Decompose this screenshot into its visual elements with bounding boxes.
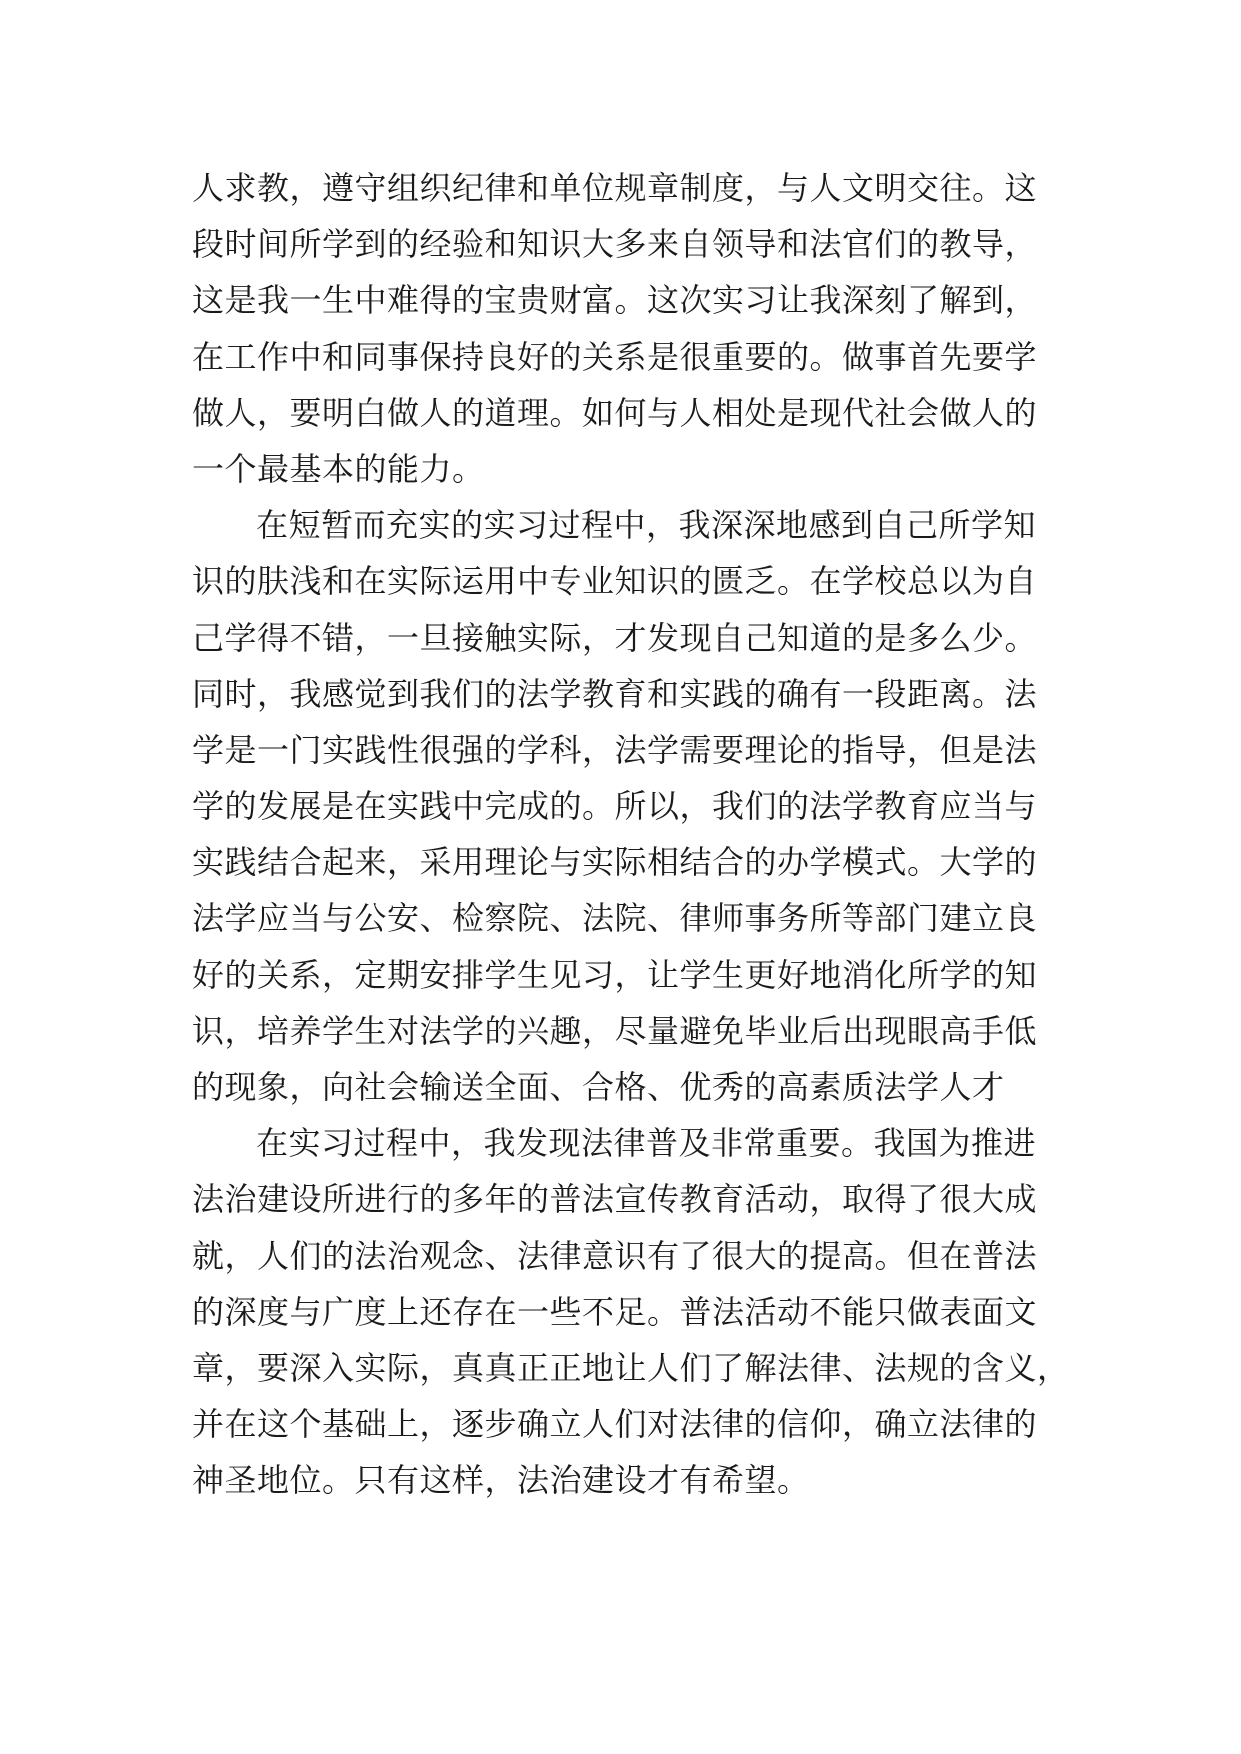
text-line: 实践结合起来，采用理论与实际相结合的办学模式。大学的 (192, 843, 1038, 882)
text-line: 在短暂而充实的实习过程中，我深深地感到自己所学知 (256, 506, 1037, 545)
text-line: 就，人们的法治观念、法律意识有了很大的提高。但在普法 (192, 1236, 1038, 1275)
text-line: 在工作中和同事保持良好的关系是很重要的。做事首先要学 (192, 337, 1038, 376)
text-line: 在实习过程中，我发现法律普及非常重要。我国为推进 (256, 1124, 1037, 1163)
text-line: 这是我一生中难得的宝贵财富。这次实习让我深刻了解到， (192, 281, 1038, 320)
text-line: 学的发展是在实践中完成的。所以，我们的法学教育应当与 (192, 787, 1038, 826)
text-line: 神圣地位。只有这样，法治建设才有希望。 (192, 1461, 810, 1500)
text-line: 同时，我感觉到我们的法学教育和实践的确有一段距离。法 (192, 674, 1038, 713)
paragraph-1 (192, 160, 1072, 497)
text-line: 做人，要明白做人的道理。如何与人相处是现代社会做人的 (192, 393, 1038, 432)
text-line: 法学应当与公安、检察院、法院、律师事务所等部门建立良 (192, 899, 1038, 938)
text-line: 一个最基本的能力。 (192, 449, 485, 488)
text-line: 己学得不错，一旦接触实际，才发现自己知道的是多么少。 (192, 618, 1038, 657)
text-line: 并在这个基础上，逐步确立人们对法律的信仰，确立法律的 (192, 1405, 1038, 1444)
document-body (192, 160, 1072, 1509)
text-line: 段时间所学到的经验和知识大多来自领导和法官们的教导， (192, 225, 1038, 264)
text-line: 法治建设所进行的多年的普法宣传教育活动，取得了很大成 (192, 1180, 1038, 1219)
text-line: 人求教，遵守组织纪律和单位规章制度，与人文明交往。这 (192, 169, 1038, 207)
paragraph-2 (192, 497, 1072, 1115)
text-line: 识的肤浅和在实际运用中专业知识的匮乏。在学校总以为自 (192, 562, 1038, 601)
text-line: 好的关系，定期安排学生见习，让学生更好地消化所学的知 (192, 955, 1038, 994)
text-line: 的现象，向社会输送全面、合格、优秀的高素质法学人才 (192, 1068, 1005, 1106)
text-line: 章，要深入实际，真真正正地让人们了解法律、法规的含义， (192, 1348, 1070, 1387)
text-line: 识，培养学生对法学的兴趣，尽量避免毕业后出现眼高手低 (192, 1011, 1038, 1050)
text-line: 学是一门实践性很强的学科，法学需要理论的指导，但是法 (192, 730, 1038, 769)
paragraph-3 (192, 1115, 1072, 1508)
text-line: 的深度与广度上还存在一些不足。普法活动不能只做表面文 (192, 1292, 1038, 1331)
